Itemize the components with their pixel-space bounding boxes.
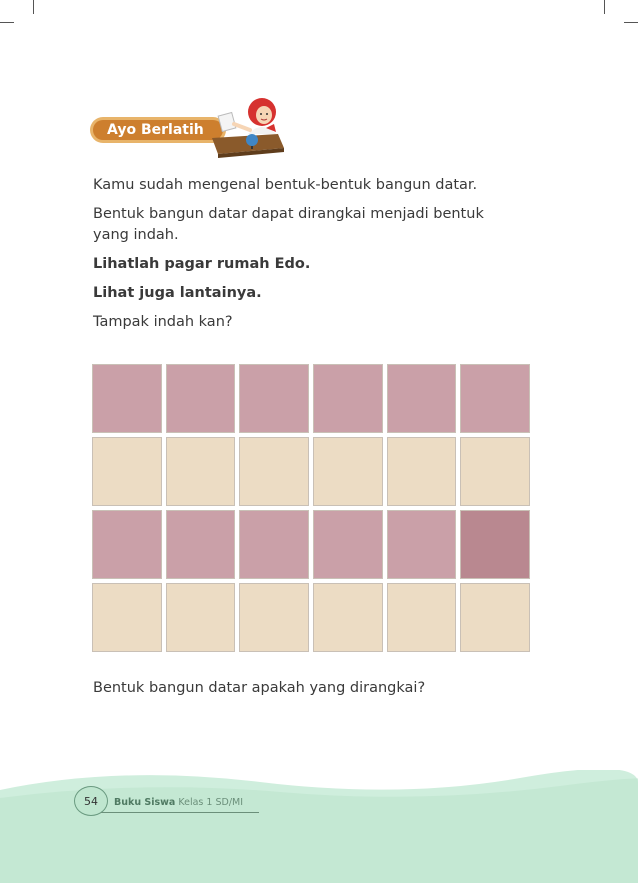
floor-tile-pink [313,510,383,579]
floor-tile-pink [239,510,309,579]
floor-tile-pink [460,364,530,433]
crop-mark [604,0,605,14]
floor-tile-beige [313,437,383,506]
floor-tile-beige [239,583,309,652]
floor-tile-pink [239,364,309,433]
section-badge [90,117,226,143]
book-subtitle: Kelas 1 SD/MI [178,797,244,808]
crop-mark [624,22,638,23]
bold-instruction: Lihat juga lantainya. [93,285,262,301]
paragraph: Bentuk bangun datar dapat dirangkai menjadi bentuk yang indah. [93,206,484,243]
footer-book-title [114,797,243,808]
floor-tile-pink [92,364,162,433]
floor-tile-pink-dark [460,510,530,579]
floor-tile-beige [460,583,530,652]
crop-mark [0,22,14,23]
bold-instruction: Lihatlah pagar rumah Edo. [93,256,311,272]
floor-tile-beige [166,437,236,506]
closing-line: Tampak indah kan? [93,314,233,330]
floor-tile-pink [313,364,383,433]
floor-tile-beige [92,437,162,506]
section-badge-inner [93,120,223,140]
section-badge-label: Ayo Berlatih [107,122,204,138]
tile-floor-pattern [92,364,530,652]
floor-tile-beige [313,583,383,652]
floor-tile-pink [387,510,457,579]
crop-mark [33,0,34,14]
page-number: 54 [74,786,108,816]
book-title: Buku Siswa [114,797,176,808]
floor-tile-beige [460,437,530,506]
floor-tile-pink [387,364,457,433]
floor-tile-beige [239,437,309,506]
girl-mascot-illustration [208,94,286,158]
floor-tile-beige [166,583,236,652]
floor-tile-beige [387,437,457,506]
footer-underline [101,812,259,813]
floor-tile-pink [166,510,236,579]
floor-tile-pink [166,364,236,433]
floor-tile-pink [92,510,162,579]
question-text: Bentuk bangun datar apakah yang dirangkai? [93,680,426,696]
paragraph: Kamu sudah mengenal bentuk-bentuk bangun datar. [93,177,478,193]
intro-text [93,175,513,341]
floor-tile-beige [387,583,457,652]
floor-tile-beige [92,583,162,652]
